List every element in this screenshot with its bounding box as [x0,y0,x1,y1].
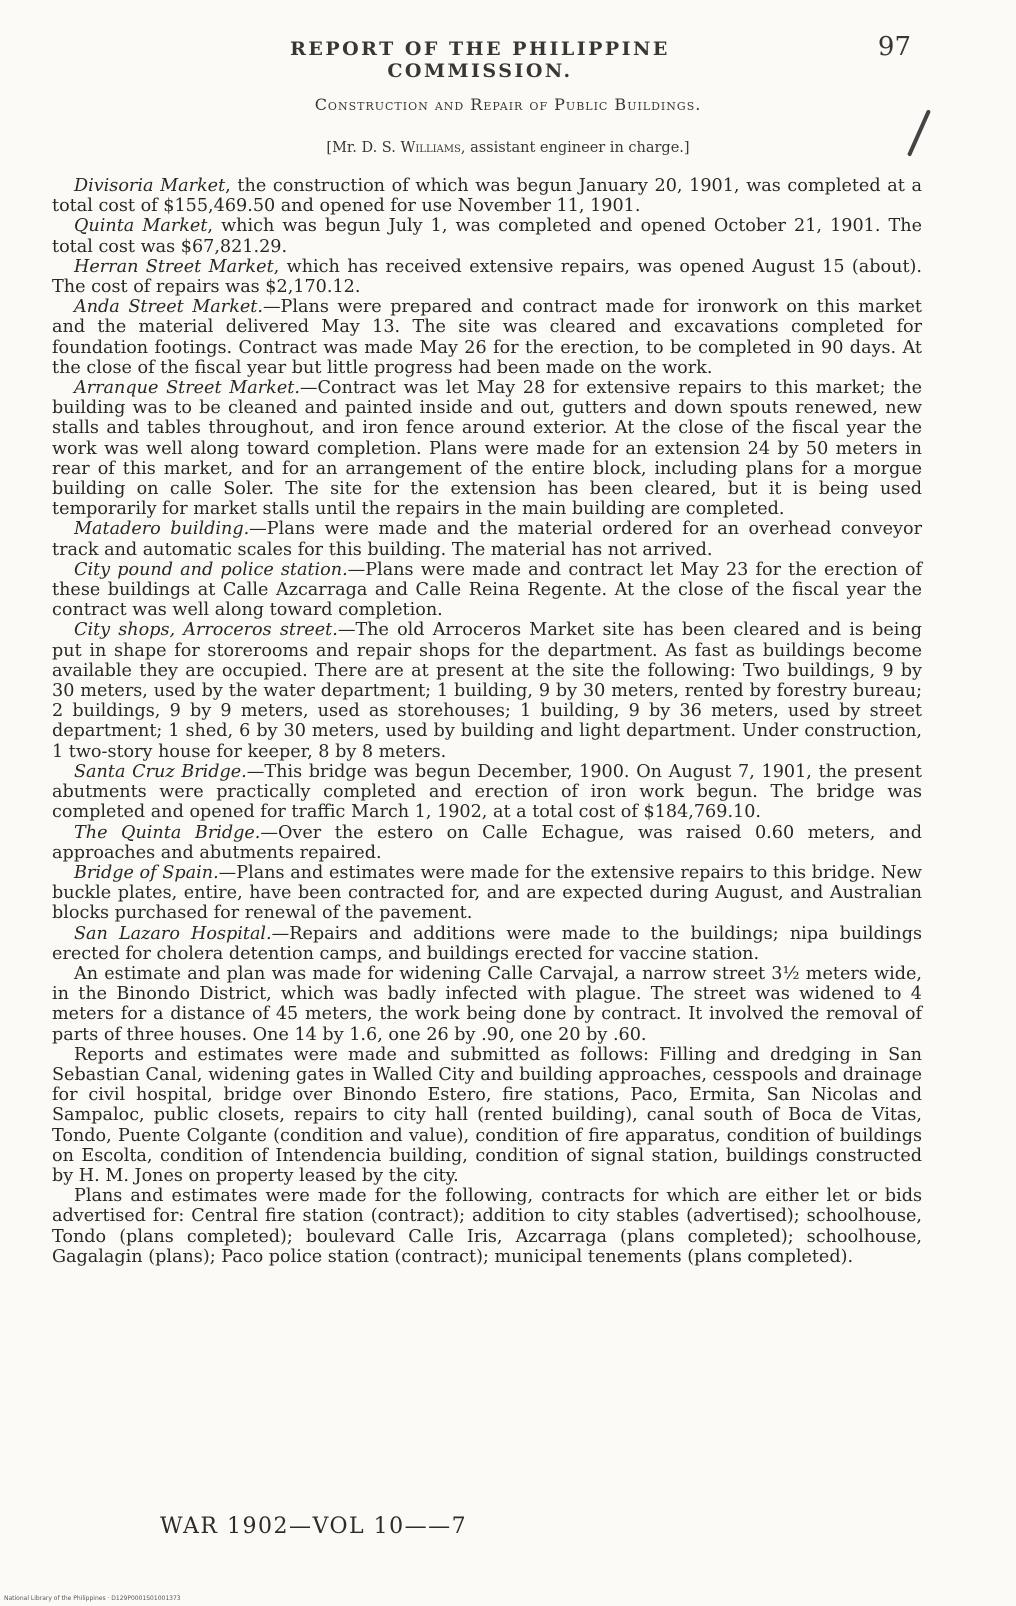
paragraph-text: Plans and estimates were made for the following, contracts for which are either let or bids advertised for: Central fire station (contract); addition to city stables (advertised); schoolhouse, Tondo (plans completed); boulevard Calle Iris, Azcarraga (plans completed); schoolhouse, Gagalagin (plans); Paco police station (contract); municipal tenements (plans completed). [52,1186,922,1267]
paragraph-lead: Matadero building. [74,519,250,540]
paragraph-lead: Bridge of Spain. [74,862,219,883]
paragraph-text: —Plans were made and contract let May 23 for the erection of these buildings at Calle Azcarraga and Calle Reina Regente. At the close of the fiscal year the contract was well along toward completion. [52,559,922,621]
paragraph-text: —This bridge was begun December, 1900. On August 7, 1901, the present abutments were practically completed and erection of iron work begun. The bridge was completed and opened for traffic March 1, 1902, at a total cost of $184,769.10. [52,761,923,823]
paragraph-text: —Plans were prepared and contract made for ironwork on this market and the material delivered May 13. The site was cleared and excavations completed for foundation footings. Contract was made May 26 for the erection, to be completed in 90 days. At the close of the fiscal year but little progress had been made on the work. [52,297,922,378]
paragraph [52,560,922,621]
subtitle-name: Williams [400,140,461,156]
signature-line: WAR 1902—VOL 10——7 [160,1514,468,1539]
paragraph-lead: Anda Street Market. [74,297,263,318]
paragraph-lead: City pound and police station. [74,559,348,580]
paragraph-text: —Over the estero on Calle Echague, was raised 0.60 meters, and approaches and abutments repaired. [52,822,922,863]
paragraph [52,257,922,297]
paragraph-text: An estimate and plan was made for widening Calle Carvajal, a narrow street 3½ meters wide, in the Binondo District, which was badly infected with plague. The street was widened to 4 meters for a distance of 45 meters, the work being done by contract. It involved the removal of parts of three houses. One 14 by 1.6, one 26 by .90, one 20 by .60. [52,963,922,1045]
paragraph [52,964,922,1045]
paragraph-lead: Santa Cruz Bridge. [74,761,247,782]
paragraph-lead: Quinta Market [74,216,208,237]
page-number: 97 [877,32,911,62]
paragraph-lead: City shops, Arroceros street. [74,620,338,641]
section-subtitle [0,140,1016,156]
paragraph [52,519,922,559]
body-text [52,176,922,1267]
paragraph [52,176,922,216]
library-imprint: National Library of the Philippines · D129P0001S01001373 [4,1595,181,1602]
paragraph-text: —Plans and estimates were made for the extensive repairs to this bridge. New buckle plates, entire, have been contracted for, and are expected during August, and Australian blocks purchased for renewal of the pavement. [52,862,922,924]
paragraph [52,1045,922,1186]
paragraph-text: , the construction of which was begun January 20, 1901, was completed at a total cost of $155,469.50 and opened for use November 11, 1901. [52,176,922,217]
paragraph [52,216,922,256]
paragraph-lead: San Lazaro Hospital. [74,923,272,944]
paragraph-text: —The old Arroceros Market site has been cleared and is being put in shape for storerooms and repair shops for the department. As fast as buildings become available they are occupied. There are at present at the site the following: Two buildings, 9 by 30 meters, used by the water department; 1 building, 9 by 30 meters, rented by forestry bureau; 2 buildings, 9 by 9 meters, used as storehouses; 1 building, 9 by 36 meters, used by street department; 1 shed, 6 by 30 meters, used by building and light department. Under construction, 1 two-story house for keeper, 8 by 8 meters. [52,620,922,762]
paragraph [52,924,922,964]
paragraph [52,1186,922,1267]
paragraph-text: —Plans were made and the material ordered for an overhead conveyor track and automatic scales for this building. The material has not arrived. [52,519,922,560]
paragraph [52,620,922,761]
paragraph-text: —Contract was let May 28 for extensive repairs to this market; the building was to be cleaned and painted inside and out, gutters and down spouts renewed, new stalls and tables throughout, and iron fence around exterior. At the close of the fiscal year the work was well along toward completion. Plans were made for an extension 24 by 50 meters in rear of this market, and for an arrangement of the entire block, including plans for a morgue building on calle Soler. The site for the extension has been cleared, but it is being used temporarily for market stalls until the repairs in the main building are completed. [52,378,922,520]
paragraph [52,297,922,378]
subtitle-prefix: [Mr. D. S. [326,140,401,156]
paragraph [52,378,922,519]
paragraph-lead: The Quinta Bridge. [74,822,261,843]
paragraph [52,823,922,863]
paragraph-lead: Arranque Street Market. [74,378,300,399]
paragraph-lead: Divisoria Market [74,176,226,196]
paragraph-lead: Herran Street Market [74,256,274,277]
subtitle-suffix: , assistant engineer in charge.] [460,140,690,156]
section-title: Construction and Repair of Public Buildings. [314,95,702,114]
paragraph-text: , which has received extensive repairs, was opened August 15 (about). The cost of repairs was $2,170.12. [52,256,922,298]
paragraph-text: Reports and estimates were made and submitted as follows: Filling and dredging in San Sebastian Canal, widening gates in Walled City and building approaches, cesspools and drainage for civil hospital, bridge over Binondo Estero, fire stations, Paco, Ermita, San Nicolas and Sampaloc, public closets, repairs to city hall (rented building), canal south of Boca de Vitas, Tondo, Puente Colgante (condition and value), condition of fire apparatus, condition of buildings on Escolta, condition of Intendencia building, condition of signal station, buildings constructed by H. M. Jones on property leased by the city. [52,1044,922,1186]
paragraph-text: —Repairs and additions were made to the buildings; nipa buildings erected for cholera detention camps, and buildings erected for vaccine station. [52,923,923,964]
paragraph [52,863,922,924]
paragraph-text: , which was begun July 1, was completed and opened October 21, 1901. The total cost was $67,821.29. [52,216,922,257]
paragraph [52,762,922,823]
running-head: REPORT OF THE PHILIPPINE COMMISSION. [290,38,670,82]
